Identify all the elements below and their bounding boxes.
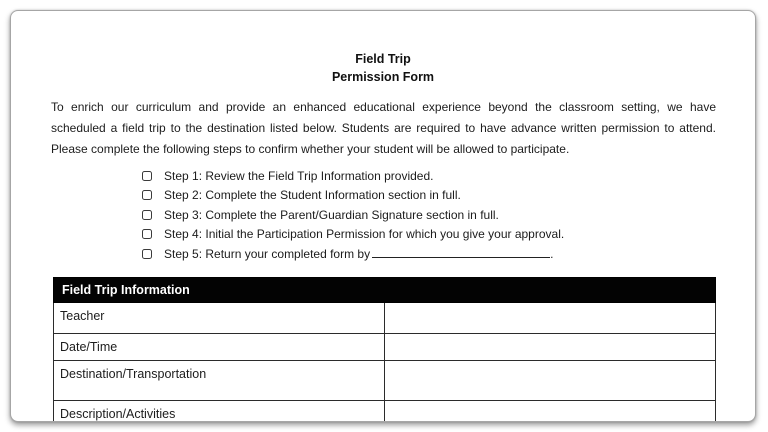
row-value-cell[interactable] (385, 303, 716, 334)
row-value-cell[interactable] (385, 334, 716, 361)
document-page (10, 10, 756, 422)
table-row (54, 361, 716, 401)
step-suffix: . (550, 246, 554, 261)
table-row (54, 334, 716, 361)
form-title-line1: Field Trip (355, 52, 411, 66)
row-value-cell[interactable] (385, 401, 716, 422)
row-label: Destination/Transportation (54, 361, 385, 401)
step-item (142, 186, 755, 205)
row-label: Date/Time (54, 334, 385, 361)
step-item (142, 245, 755, 264)
intro-paragraph (51, 97, 716, 160)
field-trip-info-table (53, 277, 716, 422)
table-row (54, 401, 716, 422)
row-value-cell[interactable] (385, 361, 716, 401)
step-text: Step 4: Initial the Participation Permission for which you give your approval. (164, 227, 565, 242)
steps-list (142, 167, 755, 264)
checkbox-icon[interactable] (142, 190, 152, 200)
step-item (142, 206, 755, 225)
intro-line: Please complete the following steps to confirm whether your student will be allowed to participate. (51, 142, 570, 156)
step-item (142, 225, 755, 244)
intro-line: To enrich our curriculum and provide an enhanced educational experience beyond the classroom setting, we have (51, 100, 716, 114)
checkbox-icon[interactable] (142, 249, 152, 259)
checkbox-icon[interactable] (142, 171, 152, 181)
blank-line[interactable] (372, 254, 550, 258)
table-header-row (54, 278, 716, 303)
step-text: Step 3: Complete the Parent/Guardian Signature section in full. (164, 207, 499, 222)
intro-line: scheduled a field trip to the destination listed below. Students are required to have advance written permission to attend. (51, 121, 716, 135)
form-title (11, 51, 755, 86)
step-text: Step 5: Return your completed form by (164, 246, 371, 261)
step-text: Step 1: Review the Field Trip Information provided. (164, 169, 434, 183)
row-label: Description/Activities (54, 401, 385, 422)
row-label: Teacher (54, 303, 385, 334)
checkbox-icon[interactable] (142, 210, 152, 220)
checkbox-icon[interactable] (142, 229, 152, 239)
table-header: Field Trip Information (54, 278, 716, 303)
step-text: Step 2: Complete the Student Information section in full. (164, 188, 461, 203)
step-item (142, 167, 755, 186)
table-row (54, 303, 716, 334)
form-title-line2: Permission Form (331, 69, 435, 84)
